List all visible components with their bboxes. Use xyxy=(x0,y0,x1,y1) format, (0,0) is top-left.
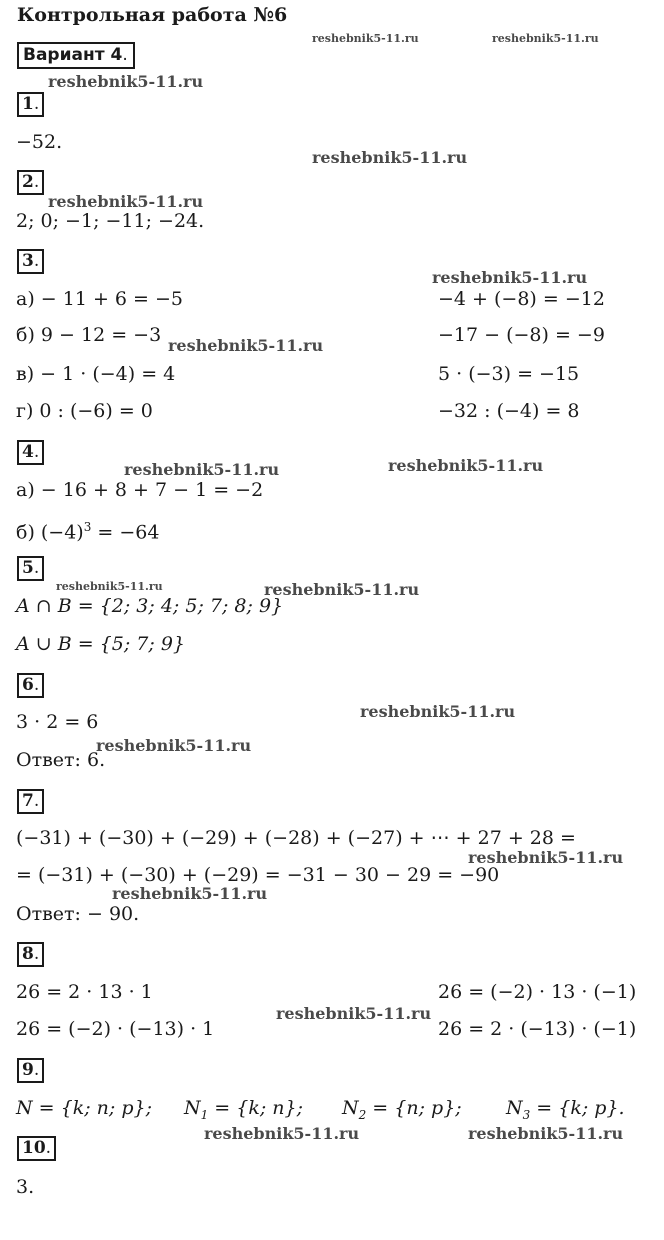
task-2-answer: 2; 0; −1; −11; −24. xyxy=(16,210,205,232)
task-8-left-2: 26 = (−2) · (−13) · 1 xyxy=(16,1018,215,1040)
watermark: reshebnik5-11.ru xyxy=(276,1004,432,1023)
task-7-line-2: = (−31) + (−30) + (−29) = −31 − 30 − 29 = −90 xyxy=(16,864,500,886)
task-number-5: 5. xyxy=(17,556,44,581)
task-3-left-c: в) − 1 · (−4) = 4 xyxy=(16,363,176,385)
variant-text: Вариант 4 xyxy=(23,45,123,65)
watermark: reshebnik5-11.ru xyxy=(360,702,516,721)
task-9-set-n1: $N_1 = \{k$; n}; xyxy=(184,1097,304,1122)
task-7-answer: Ответ: − 90. xyxy=(16,903,140,925)
watermark: reshebnik5-11.ru xyxy=(432,268,588,287)
watermark: reshebnik5-11.ru xyxy=(56,580,163,593)
watermark: reshebnik5-11.ru xyxy=(112,884,268,903)
task-8-left-1: 26 = 2 · 13 · 1 xyxy=(16,981,153,1003)
task-3-right-d: −32 : (−4) = 8 xyxy=(438,400,580,422)
task-number-1: 1. xyxy=(17,92,44,117)
task-1-answer: −52. xyxy=(16,131,63,153)
task-number-7: 7. xyxy=(17,789,44,814)
task-8-right-1: 26 = (−2) · 13 · (−1) xyxy=(438,981,637,1003)
task-5-union: A ∪ B = {5; 7; 9} xyxy=(16,633,186,655)
task-6-answer: Ответ: 6. xyxy=(16,749,106,771)
task-7-line-1: (−31) + (−30) + (−29) + (−28) + (−27) + ⋯ + 27 + 28 = xyxy=(16,827,576,849)
task-number-8: 8. xyxy=(17,942,44,967)
watermark: reshebnik5-11.ru xyxy=(96,736,252,755)
task-3-left-a: а) − 11 + 6 = −5 xyxy=(16,288,184,310)
task-3-right-c: 5 · (−3) = −15 xyxy=(438,363,580,385)
task-3-left-b: б) 9 − 12 = −3 xyxy=(16,324,162,346)
task-number-6: 6. xyxy=(17,673,44,698)
task-4-line-b: б) $(-4)^3 = -64$ xyxy=(16,520,160,544)
watermark: reshebnik5-11.ru xyxy=(204,1124,360,1143)
task-number-3: 3. xyxy=(17,249,44,274)
watermark: reshebnik5-11.ru xyxy=(264,580,420,599)
task-4-line-a: а) − 16 + 8 + 7 − 1 = −2 xyxy=(16,479,264,501)
task-9-set-n3: $N_3 = \{k$; p}. xyxy=(506,1097,625,1122)
watermark: reshebnik5-11.ru xyxy=(168,336,324,355)
watermark: reshebnik5-11.ru xyxy=(48,72,204,91)
task-number-9: 9. xyxy=(17,1058,44,1083)
task-9-set-n: N = {k; n; p}; xyxy=(16,1097,152,1119)
page-title: Контрольная работа №6 xyxy=(17,4,288,26)
task-8-right-2: 26 = 2 · (−13) · (−1) xyxy=(438,1018,637,1040)
task-number-10: 10. xyxy=(17,1136,56,1161)
task-3-right-a: −4 + (−8) = −12 xyxy=(438,288,605,310)
task-number-2: 2. xyxy=(17,170,44,195)
task-3-right-b: −17 − (−8) = −9 xyxy=(438,324,605,346)
task-number-4: 4. xyxy=(17,440,44,465)
watermark: reshebnik5-11.ru xyxy=(312,148,468,167)
variant-label: Вариант 4. xyxy=(17,42,135,69)
task-6-solution: 3 · 2 = 6 xyxy=(16,711,99,733)
watermark: reshebnik5-11.ru xyxy=(492,32,599,45)
task-9-set-n2: $N_2 = \{n$; p}; xyxy=(342,1097,462,1122)
watermark: reshebnik5-11.ru xyxy=(124,460,280,479)
watermark: reshebnik5-11.ru xyxy=(388,456,544,475)
task-5-intersection: A ∩ B = {2; 3; 4; 5; 7; 8; 9} xyxy=(16,595,284,617)
watermark: reshebnik5-11.ru xyxy=(48,192,204,211)
watermark: reshebnik5-11.ru xyxy=(312,32,419,45)
task-10-answer: 3. xyxy=(16,1176,35,1198)
task-3-left-d: г) 0 : (−6) = 0 xyxy=(16,400,153,422)
watermark: reshebnik5-11.ru xyxy=(468,1124,624,1143)
watermark: reshebnik5-11.ru xyxy=(468,848,624,867)
